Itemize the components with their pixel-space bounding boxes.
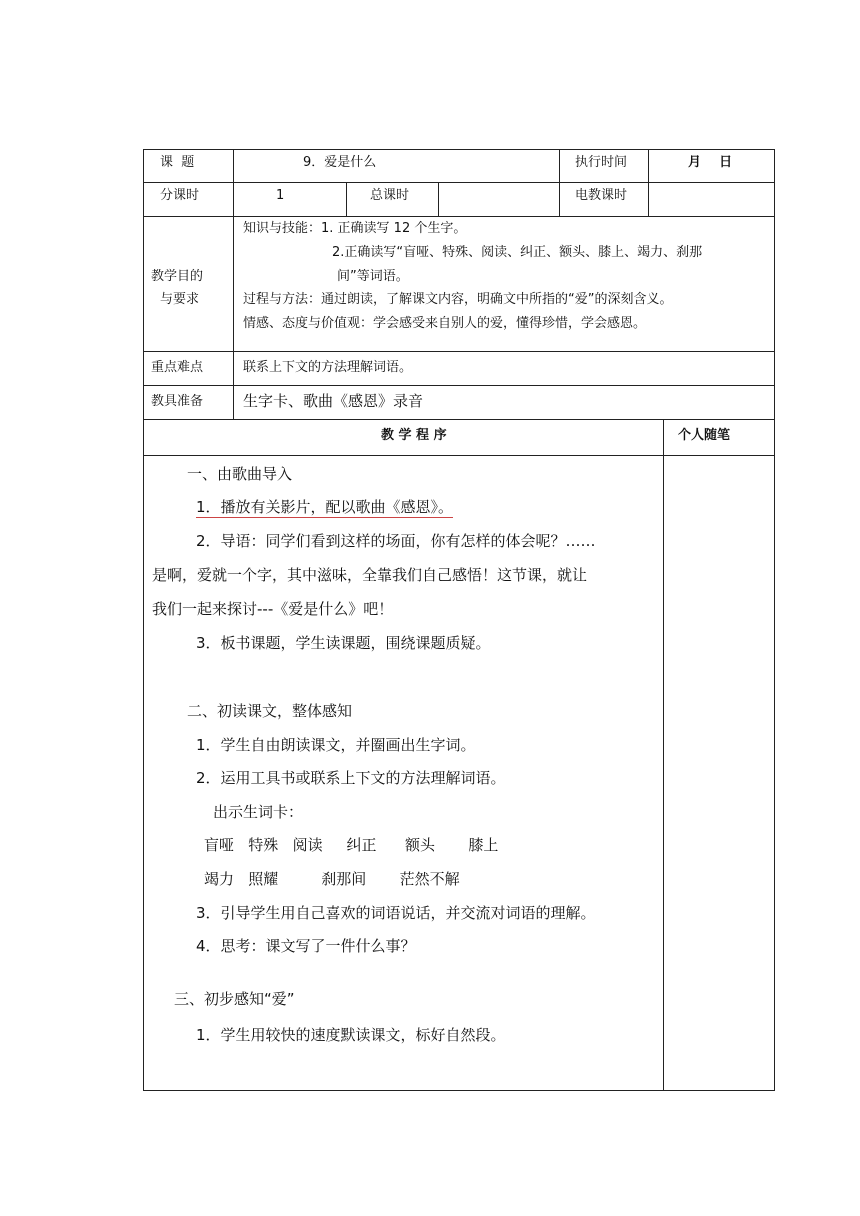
materials-label: 教具准备 <box>151 394 204 409</box>
procedure-line: 3．板书课题，学生读课题，围绕课题质疑。 <box>196 634 491 652</box>
procedure-line: 2．导语：同学们看到这样的场面，你有怎样的体会呢？…… <box>196 532 596 550</box>
lesson-label: 分课时 <box>160 188 200 203</box>
section-heading: 二、初读课文，整体感知 <box>187 702 353 720</box>
exec-time-value: 月 日 <box>688 155 733 170</box>
row-divider <box>143 216 775 217</box>
key-points-label: 重点难点 <box>151 360 204 375</box>
procedure-line: 1．学生用较快的速度默读课文，标好自然段。 <box>196 1026 506 1044</box>
key-points-value: 联系上下文的方法理解词语。 <box>243 360 413 375</box>
vocab-row: 竭力 照耀 刹那间 茫然不解 <box>204 870 460 888</box>
notes-title: 个人随笔 <box>678 428 731 443</box>
procedure-line: 2．运用工具书或联系上下文的方法理解词语。 <box>196 769 506 787</box>
section-heading: 一、由歌曲导入 <box>187 465 293 483</box>
row-divider <box>143 351 775 352</box>
goals-label-line1: 教学目的 <box>151 269 204 284</box>
materials-value: 生字卡、歌曲《感恩》录音 <box>243 392 424 410</box>
procedure-line: 1．播放有关影片，配以歌曲《感恩》。 <box>196 498 454 516</box>
goal-line: 过程与方法：通过朗读，了解课文内容，明确文中所指的“爱”的深刻含义。 <box>243 292 673 307</box>
section-heading: 三、初步感知“爱” <box>174 990 295 1008</box>
vocab-row: 盲哑 特殊 阅读 纠正 额头 膝上 <box>204 836 499 854</box>
col-divider <box>438 182 439 216</box>
procedure-line: 4．思考：课文写了一件什么事？ <box>196 937 416 955</box>
procedure-line: 3．引导学生用自己喜欢的词语说话，并交流对词语的理解。 <box>196 904 596 922</box>
procedure-line: 我们一起来探讨---《爱是什么》吧！ <box>152 600 394 618</box>
exec-time-label: 执行时间 <box>575 155 628 170</box>
topic-value: 9．爱是什么 <box>303 155 377 170</box>
col-divider <box>233 149 234 419</box>
row-divider <box>143 455 775 456</box>
goals-label-line2: 与要求 <box>160 292 200 307</box>
goal-line: 知识与技能：1. 正确读写 12 个生字。 <box>243 221 467 236</box>
procedure-title: 教 学 程 序 <box>381 428 447 443</box>
goal-line: 间”等词语。 <box>337 269 409 284</box>
goal-line: 情感、态度与价值观：学会感受来自别人的爱，懂得珍惜，学会感恩。 <box>243 316 647 331</box>
procedure-line: 是啊，爱就一个字，其中滋味，全靠我们自己感悟！这节课，就让 <box>152 566 588 584</box>
elec-lessons-label: 电教课时 <box>575 188 628 203</box>
total-lessons-label: 总课时 <box>370 188 410 203</box>
col-divider <box>559 149 560 216</box>
topic-label: 课 题 <box>160 155 195 170</box>
row-divider <box>143 419 775 420</box>
row-divider <box>143 182 775 183</box>
procedure-line: 出示生词卡： <box>213 803 304 821</box>
lesson-value: 1 <box>276 188 285 203</box>
procedure-line: 1．学生自由朗读课文，并圈画出生字词。 <box>196 736 476 754</box>
row-divider <box>143 385 775 386</box>
col-divider <box>648 149 649 216</box>
col-divider <box>346 182 347 216</box>
goal-line: 2.正确读写“盲哑、特殊、阅读、纠正、额头、膝上、竭力、刹那 <box>332 245 703 260</box>
col-divider <box>663 419 664 1091</box>
